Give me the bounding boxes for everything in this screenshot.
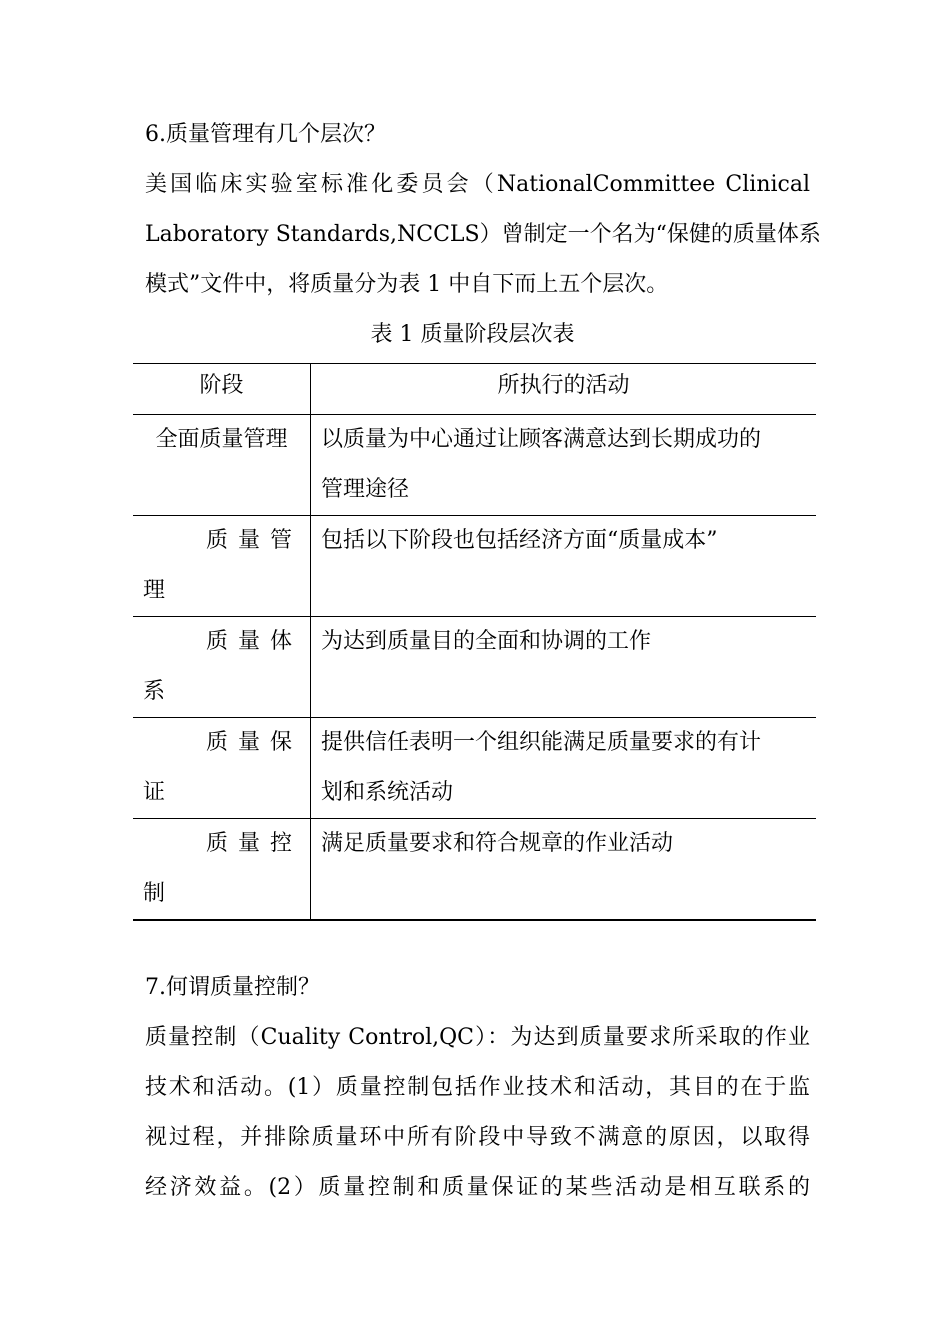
table-cell-activity	[311, 516, 817, 617]
table-cell-stage	[133, 718, 311, 819]
stage-label-continued	[133, 465, 310, 515]
table-row	[133, 718, 816, 819]
table-cell-stage	[133, 617, 311, 718]
activity-line: 为达到质量目的全面和协调的工作	[321, 629, 652, 654]
activity-line: 包括以下阶段也包括经济方面“质量成本”	[321, 528, 718, 553]
activity-line: 划和系统活动	[321, 780, 454, 805]
table-row	[133, 415, 816, 516]
section-7-paragraph-line: 质量控制（Cuality Control,QC）：为达到质量要求所采取的作业	[145, 1025, 810, 1050]
activity-line: 以质量为中心通过让顾客满意达到长期成功的	[321, 427, 762, 452]
quality-levels-table	[133, 363, 816, 921]
table-cell-activity	[311, 718, 817, 819]
stage-label: 全面质量管理	[155, 427, 288, 452]
table-row	[133, 819, 816, 921]
table-cell-activity	[311, 819, 817, 921]
activity-line: 管理途径	[321, 477, 410, 502]
table-header-stage: 阶段	[133, 364, 311, 415]
table-header-activity: 所执行的活动	[311, 364, 817, 415]
activity-line: 满足质量要求和符合规章的作业活动	[321, 831, 674, 856]
section-6-paragraph-line: Laboratory Standards,NCCLS）曾制定一个名为“保健的质量体系	[145, 222, 821, 247]
table-cell-activity	[311, 617, 817, 718]
stage-label: 质量管	[205, 528, 302, 553]
section-6-paragraph-line: 模式”文件中，将质量分为表 1 中自下而上五个层次。	[145, 272, 669, 297]
table-header-row	[133, 364, 816, 415]
activity-line	[311, 667, 816, 717]
table-cell-stage	[133, 415, 311, 516]
section-6-heading: 6.质量管理有几个层次？	[145, 122, 386, 147]
activity-line	[311, 869, 816, 919]
stage-label: 质量控	[205, 831, 302, 856]
section-7-paragraph-line: 视过程，并排除质量环中所有阶段中导致不满意的原因，以取得	[145, 1125, 810, 1150]
table-caption: 表 1 质量阶段层次表	[370, 322, 575, 347]
section-7	[145, 963, 810, 1213]
section-7-paragraph-line: 技术和活动。(1）质量控制包括作业技术和活动，其目的在于监	[145, 1075, 810, 1100]
stage-label-continued: 理	[143, 578, 166, 603]
table-cell-stage	[133, 516, 311, 617]
stage-label-continued: 制	[143, 881, 166, 906]
stage-label: 质量保	[205, 730, 302, 755]
section-6-paragraph-line: 美国临床实验室标准化委员会（NationalCommittee Clinical	[145, 172, 810, 197]
section-6	[145, 110, 821, 360]
table-row	[133, 516, 816, 617]
activity-line	[311, 566, 816, 616]
table-cell-stage	[133, 819, 311, 921]
section-7-heading: 7.何谓质量控制？	[145, 975, 320, 1000]
stage-label-continued: 证	[143, 780, 166, 805]
stage-label: 质量体	[205, 629, 302, 654]
activity-line: 提供信任表明一个组织能满足质量要求的有计	[321, 730, 762, 755]
table-row	[133, 617, 816, 718]
stage-label-continued: 系	[143, 679, 166, 704]
section-7-paragraph-line: 经济效益。(2）质量控制和质量保证的某些活动是相互联系的	[145, 1175, 810, 1200]
table-cell-activity	[311, 415, 817, 516]
